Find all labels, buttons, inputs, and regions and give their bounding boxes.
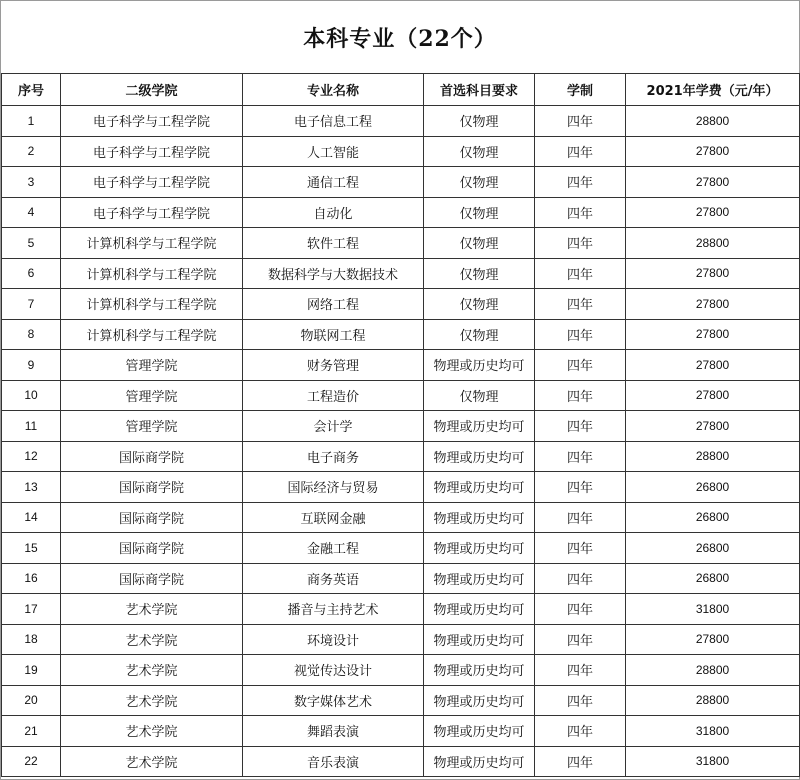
cell-major: 数据科学与大数据技术	[243, 258, 424, 289]
cell-index: 16	[2, 563, 61, 594]
cell-subject-requirement: 物理或历史均可	[424, 716, 535, 747]
cell-college: 电子科学与工程学院	[61, 136, 243, 167]
table-row	[2, 685, 800, 716]
cell-index: 8	[2, 319, 61, 350]
cell-tuition: 27800	[626, 380, 800, 411]
cell-duration: 四年	[535, 441, 626, 472]
cell-tuition: 27800	[626, 258, 800, 289]
table-row	[2, 716, 800, 747]
cell-subject-requirement: 物理或历史均可	[424, 624, 535, 655]
cell-subject-requirement: 仅物理	[424, 258, 535, 289]
cell-tuition: 28800	[626, 228, 800, 259]
cell-duration: 四年	[535, 106, 626, 137]
cell-subject-requirement: 仅物理	[424, 197, 535, 228]
cell-tuition: 28800	[626, 655, 800, 686]
cell-tuition: 27800	[626, 350, 800, 381]
cell-duration: 四年	[535, 563, 626, 594]
table-row	[2, 472, 800, 503]
table-row	[2, 289, 800, 320]
cell-tuition: 26800	[626, 472, 800, 503]
table-row	[2, 258, 800, 289]
cell-index: 2	[2, 136, 61, 167]
cell-index: 7	[2, 289, 61, 320]
cell-college: 国际商学院	[61, 563, 243, 594]
cell-duration: 四年	[535, 411, 626, 442]
page-title: 本科专业（22个）	[303, 25, 497, 52]
header-tuition: 2021年学费（元/年）	[626, 74, 800, 106]
cell-subject-requirement: 仅物理	[424, 106, 535, 137]
cell-duration: 四年	[535, 258, 626, 289]
cell-major: 软件工程	[243, 228, 424, 259]
table-row	[2, 228, 800, 259]
cell-index: 10	[2, 380, 61, 411]
table-row	[2, 594, 800, 625]
cell-subject-requirement: 物理或历史均可	[424, 563, 535, 594]
table-row	[2, 441, 800, 472]
cell-duration: 四年	[535, 472, 626, 503]
table-row	[2, 167, 800, 198]
table-row	[2, 502, 800, 533]
table-row	[2, 319, 800, 350]
cell-college: 艺术学院	[61, 746, 243, 777]
cell-major: 会计学	[243, 411, 424, 442]
cell-duration: 四年	[535, 380, 626, 411]
cell-college: 国际商学院	[61, 472, 243, 503]
cell-major: 播音与主持艺术	[243, 594, 424, 625]
cell-index: 5	[2, 228, 61, 259]
cell-subject-requirement: 仅物理	[424, 136, 535, 167]
cell-major: 金融工程	[243, 533, 424, 564]
cell-tuition: 27800	[626, 289, 800, 320]
cell-tuition: 31800	[626, 716, 800, 747]
cell-subject-requirement: 物理或历史均可	[424, 685, 535, 716]
cell-duration: 四年	[535, 533, 626, 564]
table-row	[2, 136, 800, 167]
cell-subject-requirement: 仅物理	[424, 380, 535, 411]
cell-college: 电子科学与工程学院	[61, 197, 243, 228]
cell-college: 电子科学与工程学院	[61, 106, 243, 137]
cell-major: 商务英语	[243, 563, 424, 594]
cell-duration: 四年	[535, 197, 626, 228]
cell-tuition: 28800	[626, 441, 800, 472]
cell-subject-requirement: 仅物理	[424, 319, 535, 350]
cell-index: 12	[2, 441, 61, 472]
title-bar	[1, 1, 799, 73]
cell-subject-requirement: 仅物理	[424, 167, 535, 198]
cell-college: 计算机科学与工程学院	[61, 319, 243, 350]
table-row	[2, 563, 800, 594]
cell-tuition: 27800	[626, 167, 800, 198]
cell-college: 计算机科学与工程学院	[61, 289, 243, 320]
cell-college: 艺术学院	[61, 685, 243, 716]
cell-subject-requirement: 物理或历史均可	[424, 350, 535, 381]
cell-index: 15	[2, 533, 61, 564]
cell-duration: 四年	[535, 136, 626, 167]
cell-subject-requirement: 物理或历史均可	[424, 472, 535, 503]
cell-college: 计算机科学与工程学院	[61, 228, 243, 259]
cell-major: 人工智能	[243, 136, 424, 167]
cell-index: 13	[2, 472, 61, 503]
header-subject-requirement: 首选科目要求	[424, 74, 535, 106]
header-major: 专业名称	[243, 74, 424, 106]
cell-tuition: 26800	[626, 502, 800, 533]
cell-subject-requirement: 物理或历史均可	[424, 594, 535, 625]
cell-college: 电子科学与工程学院	[61, 167, 243, 198]
cell-major: 视觉传达设计	[243, 655, 424, 686]
cell-major: 音乐表演	[243, 746, 424, 777]
cell-college: 艺术学院	[61, 624, 243, 655]
table-row	[2, 746, 800, 777]
cell-index: 4	[2, 197, 61, 228]
cell-college: 艺术学院	[61, 716, 243, 747]
cell-subject-requirement: 物理或历史均可	[424, 502, 535, 533]
table-row	[2, 380, 800, 411]
table-body	[2, 106, 800, 777]
cell-duration: 四年	[535, 624, 626, 655]
cell-subject-requirement: 物理或历史均可	[424, 655, 535, 686]
cell-major: 物联网工程	[243, 319, 424, 350]
cell-duration: 四年	[535, 716, 626, 747]
cell-major: 通信工程	[243, 167, 424, 198]
cell-duration: 四年	[535, 502, 626, 533]
cell-tuition: 28800	[626, 106, 800, 137]
majors-table	[1, 73, 800, 777]
cell-duration: 四年	[535, 685, 626, 716]
cell-tuition: 27800	[626, 197, 800, 228]
cell-tuition: 28800	[626, 685, 800, 716]
cell-major: 自动化	[243, 197, 424, 228]
table-row	[2, 197, 800, 228]
table-row	[2, 655, 800, 686]
table-row	[2, 533, 800, 564]
header-index: 序号	[2, 74, 61, 106]
cell-tuition: 27800	[626, 624, 800, 655]
cell-duration: 四年	[535, 319, 626, 350]
cell-subject-requirement: 物理或历史均可	[424, 441, 535, 472]
cell-subject-requirement: 物理或历史均可	[424, 533, 535, 564]
cell-index: 17	[2, 594, 61, 625]
cell-index: 22	[2, 746, 61, 777]
cell-major: 电子信息工程	[243, 106, 424, 137]
cell-major: 国际经济与贸易	[243, 472, 424, 503]
cell-major: 舞蹈表演	[243, 716, 424, 747]
cell-index: 14	[2, 502, 61, 533]
cell-college: 艺术学院	[61, 655, 243, 686]
cell-tuition: 26800	[626, 533, 800, 564]
cell-tuition: 31800	[626, 746, 800, 777]
cell-tuition: 27800	[626, 411, 800, 442]
cell-subject-requirement: 物理或历史均可	[424, 411, 535, 442]
header-college: 二级学院	[61, 74, 243, 106]
cell-index: 6	[2, 258, 61, 289]
cell-major: 数字媒体艺术	[243, 685, 424, 716]
cell-college: 国际商学院	[61, 441, 243, 472]
header-duration: 学制	[535, 74, 626, 106]
cell-index: 18	[2, 624, 61, 655]
cell-major: 环境设计	[243, 624, 424, 655]
cell-subject-requirement: 仅物理	[424, 289, 535, 320]
cell-major: 工程造价	[243, 380, 424, 411]
cell-major: 网络工程	[243, 289, 424, 320]
cell-duration: 四年	[535, 228, 626, 259]
cell-major: 互联网金融	[243, 502, 424, 533]
cell-tuition: 27800	[626, 136, 800, 167]
table-row	[2, 106, 800, 137]
cell-index: 3	[2, 167, 61, 198]
table-row	[2, 624, 800, 655]
cell-college: 艺术学院	[61, 594, 243, 625]
cell-duration: 四年	[535, 167, 626, 198]
cell-duration: 四年	[535, 350, 626, 381]
cell-major: 财务管理	[243, 350, 424, 381]
cell-college: 国际商学院	[61, 502, 243, 533]
table-row	[2, 350, 800, 381]
cell-tuition: 31800	[626, 594, 800, 625]
cell-college: 计算机科学与工程学院	[61, 258, 243, 289]
table-header-row	[2, 74, 800, 106]
cell-index: 1	[2, 106, 61, 137]
cell-tuition: 27800	[626, 319, 800, 350]
cell-college: 管理学院	[61, 350, 243, 381]
cell-index: 9	[2, 350, 61, 381]
cell-duration: 四年	[535, 594, 626, 625]
cell-tuition: 26800	[626, 563, 800, 594]
cell-major: 电子商务	[243, 441, 424, 472]
cell-college: 管理学院	[61, 380, 243, 411]
cell-college: 国际商学院	[61, 533, 243, 564]
table-row	[2, 411, 800, 442]
cell-duration: 四年	[535, 746, 626, 777]
cell-index: 11	[2, 411, 61, 442]
cell-duration: 四年	[535, 289, 626, 320]
cell-subject-requirement: 物理或历史均可	[424, 746, 535, 777]
cell-duration: 四年	[535, 655, 626, 686]
cell-subject-requirement: 仅物理	[424, 228, 535, 259]
cell-college: 管理学院	[61, 411, 243, 442]
cell-index: 21	[2, 716, 61, 747]
cell-index: 19	[2, 655, 61, 686]
cell-index: 20	[2, 685, 61, 716]
